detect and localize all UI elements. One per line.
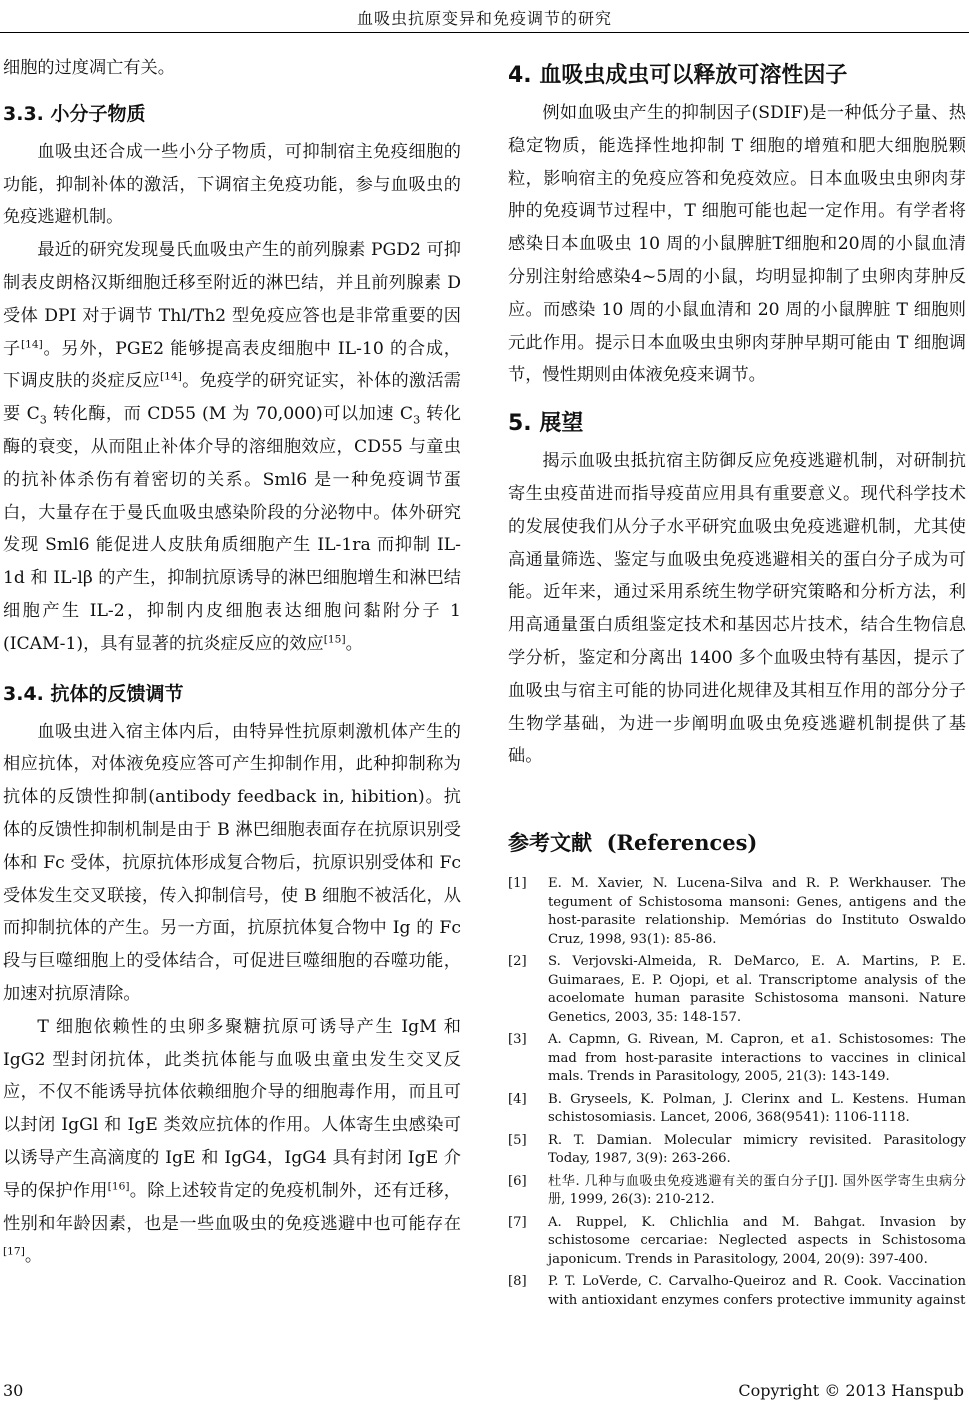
header-rule [0,32,969,33]
reference-item: [1] E. M. Xavier, N. Lucena-Silva and R. P. Werkhauser. The tegument of Schistosoma mansoni: Genes, antigens and the host-parasite relationship. Memórias do Instituto Oswaldo Cruz, 1998, 93(1): 85-86. [508,876,966,947]
reference-list [508,875,966,1310]
section-3-3-paragraph-2: 最近的研究发现曼氏血吸虫产生的前列腺素 PGD2 可抑制表皮朗格汉斯细胞迁移至附近的淋巴结，并且前列腺素 D 受体 DPI 对于调节 Thl/Th2 型免疫应答也是非常重要的因子[14]。另外，PGE2 能够提高表皮细胞中 IL-10 的合成，下调皮肤的炎症反应[14]。免疫学的研究证实，补体的激活需要 $C_3$ 转化酶，而 CD55 (M 为 70,000)可以加速 $C_3$ 转化酶的衰变，从而阻止补体介导的溶细胞效应，CD55 与童虫的抗补体杀伤有着密切的关系。Sml6 是一种免疫调节蛋白，大量存在于曼氏血吸虫感染阶段的分泌物中。体外研究发现 Sml6 能促进人皮肤角质细胞产生 IL-1ra 而抑制 IL-1d 和 IL-lβ 的产生，抑制抗原诱导的淋巴细胞增生和淋巴结细胞产生 IL-2，抑制内皮细胞表达细胞问黏附分子 1 (ICAM-1)，具有显著的抗炎症反应的效应[15]。 [3,240,461,654]
right-column [508,52,966,1314]
reference-item: [5] R. T. Damian. Molecular mimicry revisited. Parasitology Today, 1987, 3(9): 263-266. [508,1132,966,1167]
left-column [3,52,461,1273]
section-5-paragraph: 揭示血吸虫抵抗宿主防御反应免疫逃避机制，对研制抗寄生虫疫苗进而指导疫苗应用具有重要意义。现代科学技术的发展使我们从分子水平研究血吸虫免疫逃避机制，尤其使高通量筛选、鉴定与血吸虫免疫逃避相关的蛋白分子成为可能。近年来，通过采用系统生物学研究策略和分析方法，利用高通量蛋白质组鉴定技术和基因芯片技术，结合生物信息学分析，鉴定和分离出 1400 多个血吸虫特有基因，提示了血吸虫与宿主可能的协同进化规律及其相互作用的部分分子生物学基础，为进一步阐明血吸虫免疫逃避机制提供了基础。 [508,451,966,767]
reference-item: [7] A. Ruppel, K. Chlichlia and M. Bahgat. Invasion by schistosome cercariae: Neglected aspects in Schistosoma japonicum. Trends in Parasitology, 2004, 20(9): 397-400. [508,1214,966,1267]
section-3-3-heading: 3.3. 小分子物质 [3,102,146,125]
section-5-heading: 5. 展望 [508,411,584,437]
reference-item: [8] P. T. LoVerde, C. Carvalho-Queiroz and R. Cook. Vaccination with antioxidant enzymes confers protective immunity against [508,1274,966,1308]
citation[interactable]: [14] [20,336,43,350]
section-3-4-paragraph-1: 血吸虫进入宿主体内后，由特异性抗原刺激机体产生的相应抗体，对体液免疫应答可产生抑制作用，此种抑制称为抗体的反馈性抑制(antibody feedback in, hibition)。抗体的反馈性抑制机制是由于 B 淋巴细胞表面存在抗原识别受体和 Fc 受体，抗原抗体形成复合物后，抗原识别受体和 Fc 受体发生交叉联接，传入抑制信号，使 B 细胞不被活化，从而抑制抗体的产生。另一方面，抗原抗体复合物中 Ig 的 Fc 段与巨噬细胞上的受体结合，可促进巨噬细胞的吞噬功能，加速对抗原清除。 [3,721,461,1004]
section-3-3-paragraph-1: 血吸虫还合成一些小分子物质，可抑制宿主免疫细胞的功能，抑制补体的激活，下调宿主免疫功能，参与血吸虫的免疫逃避机制。 [3,141,461,228]
citation[interactable]: [16] [107,1178,130,1192]
section-4-heading: 4. 血吸虫成虫可以释放可溶性因子 [508,63,848,88]
running-title: 血吸虫抗原变异和免疫调节的研究 [356,9,612,28]
section-3-4-heading: 3.4. 抗体的反馈调节 [3,682,184,705]
continued-paragraph: 细胞的过度凋亡有关。 [3,58,175,78]
section-3-4-paragraph-2: T 细胞依赖性的虫卵多聚糖抗原可诱导产生 IgM 和 IgG2 型封闭抗体，此类抗体能与血吸虫童虫发生交叉反应，不仅不能诱导抗体依赖细胞介导的细胞毒作用，而且可以封闭 IgGl 和 IgE 类效应抗体的作用。人体寄生虫感染可以诱导产生高滴度的 IgE 和 IgG4，IgG4 具有封闭 IgE 介导的保护作用[16]。除上述较肯定的免疫机制外，还有迁移，性别和年龄因素，也是一些血吸虫的免疫逃避中也可能存在[17]。 [3,1016,461,1267]
citation[interactable]: [15] [323,632,346,646]
references-heading: 参考文献 (References) [508,830,758,856]
page-number: 30 [3,1381,24,1400]
reference-item: [4] B. Gryseels, K. Polman, J. Clerinx and L. Kestens. Human schistosomiasis. Lancet, 2006, 368(9541): 1106-1118. [508,1091,966,1126]
section-4-paragraph: 例如血吸虫产生的抑制因子(SDIF)是一种低分子量、热稳定物质，能选择性地抑制 T 细胞的增殖和肥大细胞脱颗粒，影响宿主的免疫应答和免疫效应。日本血吸虫虫卵肉芽肿的免疫调节过程中，T 细胞可能也起一定作用。有学者将感染日本血吸虫 10 周的小鼠脾脏T细胞和20周的小鼠血清分别注射给感染4~5周的小鼠，均明显抑制了虫卵肉芽肿反应。而感染 10 周的小鼠血清和 20 周的小鼠脾脏 T 细胞则元此作用。提示日本血吸虫虫卵肉芽肿早期可能由 T 细胞调节，慢性期则由体液免疫来调节。 [508,103,966,386]
citation[interactable]: [17] [3,1244,25,1258]
citation[interactable]: [14] [160,369,182,383]
copyright: Copyright © 2013 Hanspub [738,1381,964,1400]
reference-item: [6] 杜华. 几种与血吸虫免疫逃避有关的蛋白分子[J]. 国外医学寄生虫病分册, 1999, 26(3): 210-212. [508,1173,966,1208]
reference-item: [3] A. Capmn, G. Rivean, M. Capron, et a1. Schistosomes: The mad from host-parasite interactions to vaccines in clinical mals. Trends in Parasitology, 2005, 21(3): 143-149. [508,1032,966,1085]
reference-item: [2] S. Verjovski-Almeida, R. DeMarco, E. A. Martins, P. E. Guimaraes, E. P. Ojopi, et al. Transcriptome analysis of the acoelomate human parasite Schistosoma mansoni. Nature Genetics, 2003, 35: 148-157. [508,954,966,1025]
